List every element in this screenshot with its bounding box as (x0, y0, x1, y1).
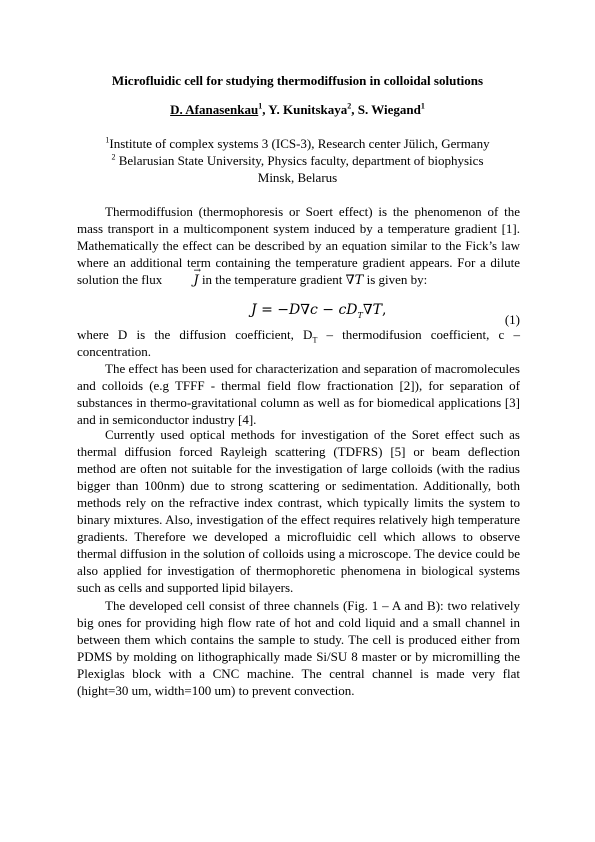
affiliation-1 (0, 136, 595, 152)
author-1: D. Afanasenkau (170, 102, 259, 117)
paragraph-intro-mid: in the temperature gradient (198, 272, 346, 287)
author-2: Y. Kunitskaya (268, 102, 348, 117)
definitions-sub: T (312, 335, 318, 345)
author-list (0, 102, 595, 118)
affiliation-1-text: Institute of complex systems 3 (ICS-3), Research center Jülich, Germany (109, 136, 490, 151)
paragraph-applications: The effect has been used for characterization and separation of macromolecules and colloids (e.g TFFF - thermal field flow fractionation [2]), for separation of substances in thermo-gravitational column as well as for biomedical applications [3] and in semiconductor industry [4]. (77, 361, 520, 427)
flux-symbol: → J (165, 272, 198, 289)
equation-formula-sub: T (357, 310, 363, 320)
gradient-symbol: ∇T (345, 273, 364, 288)
author-2-affiliation: 2 (347, 101, 352, 111)
equation-comma: , (381, 302, 387, 318)
affiliation-2 (0, 153, 595, 169)
paragraph-definitions (77, 326, 520, 360)
author-separator: , (262, 102, 269, 117)
paragraph-intro (77, 203, 520, 289)
author-3: S. Wiegand (357, 102, 421, 117)
paper-title: Microfluidic cell for studying thermodiffusion in colloidal solutions (111, 73, 484, 88)
equation-number: (1) (504, 312, 520, 327)
paragraph-cell-design: The developed cell consist of three channels (Fig. 1 – A and B): two relatively big ones for providing high flow rate of hot and cold liquid and a small channel in between them which contains the sample to study. The cell is produced either from PDMS by molding on lithographically made Si/SU 8 master or by micromilling the Plexiglas block with a CNC machine. The central channel is made very flat (hight=30 um, width=100 um) to prevent convection. (77, 598, 520, 698)
author-separator: , (351, 102, 358, 117)
equation-1 (77, 302, 520, 327)
definitions-text-b: – thermodifusion coefficient, c – concentration. (77, 327, 520, 359)
affiliation-3: Minsk, Belarus (257, 170, 338, 185)
definitions-text-a: where D is the diffusion coefficient, D (77, 327, 313, 342)
author-3-affiliation: 1 (420, 101, 425, 111)
paragraph-intro-text: Thermodiffusion (thermophoresis or Soert effect) is the phenomenon of the mass transport in a multicomponent system induced by a temperature gradient [1]. Mathematically the effect can be described by an equation similar to the Fick’s law where an additional term containing the temperature gradient appears. For a dilute solution the flux (77, 204, 520, 287)
author-1-affiliation: 1 (258, 101, 263, 111)
equation-formula-end: ∇T (362, 302, 382, 318)
affiliation-2-text: Belarusian State University, Physics faculty, department of biophysics (115, 153, 484, 168)
paragraph-methods: Currently used optical methods for investigation of the Soret effect such as thermal diffusion forced Rayleigh scattering (TDFRS) [5] or beam deflection method are often not suitable for the investigation of large colloids (with the radius bigger than 100nm) due to strong scattering or sedimentation. Additionally, both methods rely on the refractive index contrast, which typically limits the system to binary mixtures. Also, investigation of the effect requires relatively high temperature gradients. Therefore we developed a microfluidic cell which allows to observe thermal diffusion in the solution of colloids using a microscope. The device could be also applied for investigation of thermophoretic phenomena in biological systems such as cells and supported lipid bilayers. (77, 427, 520, 595)
affiliation-2-marker: 2 (111, 152, 116, 162)
equation-formula-main: J = −D∇c − cD (251, 302, 358, 318)
paragraph-intro-end: is given by: (363, 272, 428, 287)
equation-formula (251, 302, 386, 318)
affiliation-1-marker: 1 (105, 135, 110, 145)
